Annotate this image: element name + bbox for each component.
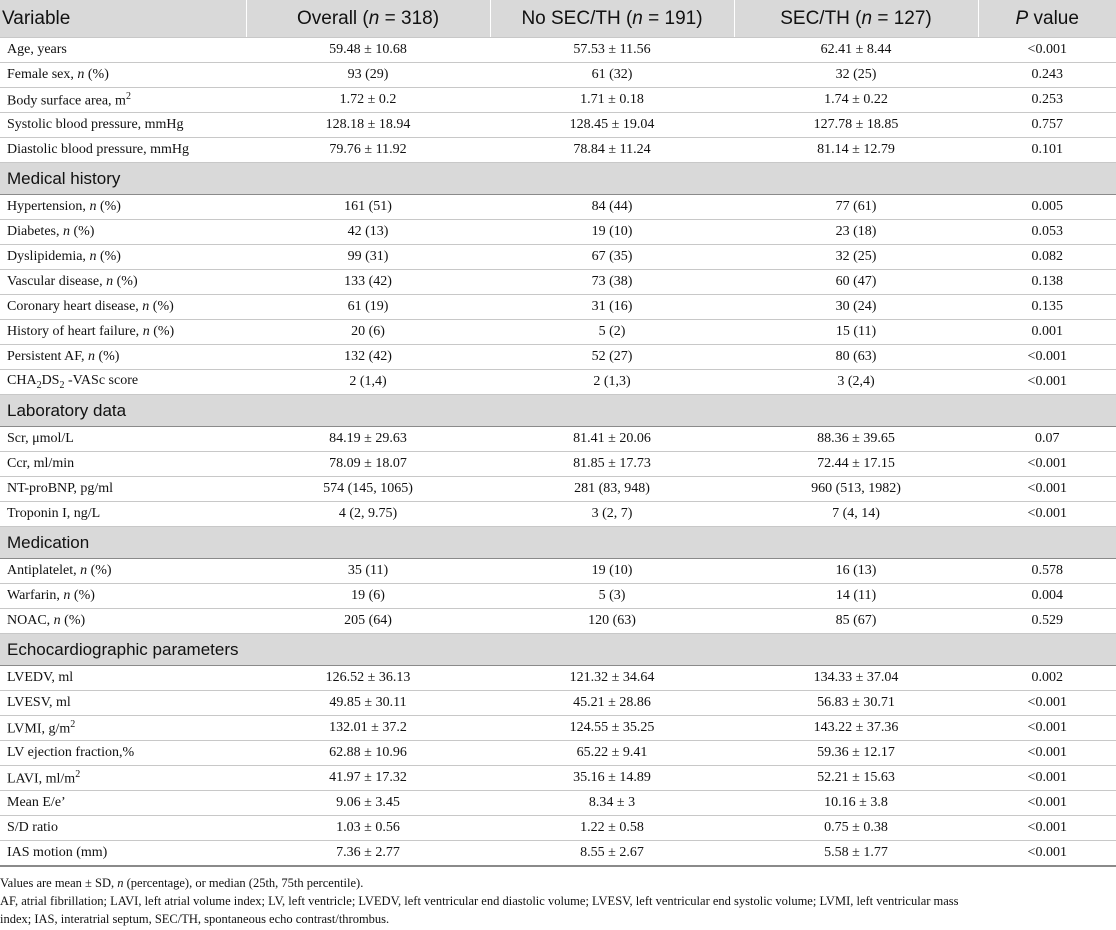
variable-label-part: NT-proBNP, pg/ml	[7, 481, 114, 496]
p-value-cell: 0.529	[978, 609, 1116, 634]
overall-cell: 7.36 ± 2.77	[246, 841, 490, 867]
p-value-cell: <0.001	[978, 691, 1116, 716]
section-row	[0, 163, 1116, 195]
overall-cell: 133 (42)	[246, 270, 490, 295]
overall-cell: 19 (6)	[246, 584, 490, 609]
table-row	[0, 609, 1116, 634]
variable-label-part: Troponin I, ng/L	[7, 506, 101, 521]
no-sec-th-cell: 45.21 ± 28.86	[490, 691, 734, 716]
variable-label-part: n	[89, 249, 97, 264]
variable-label-part: (%)	[87, 563, 112, 578]
no-sec-th-cell: 19 (10)	[490, 220, 734, 245]
sec-th-cell: 23 (18)	[734, 220, 978, 245]
variable-label-part: LVMI, g/m	[7, 721, 71, 737]
variable-cell	[0, 345, 246, 370]
p-value-cell: 0.005	[978, 195, 1116, 220]
overall-cell: 1.03 ± 0.56	[246, 816, 490, 841]
variable-cell	[0, 841, 246, 867]
overall-cell: 59.48 ± 10.68	[246, 38, 490, 63]
sec-th-cell: 5.58 ± 1.77	[734, 841, 978, 867]
overall-cell: 161 (51)	[246, 195, 490, 220]
variable-label-part: History of heart failure,	[7, 324, 143, 339]
variable-label-part: 2	[125, 90, 131, 102]
overall-cell: 126.52 ± 36.13	[246, 666, 490, 691]
no-sec-th-cell: 1.71 ± 0.18	[490, 88, 734, 113]
no-sec-th-cell: 31 (16)	[490, 295, 734, 320]
overall-cell: 20 (6)	[246, 320, 490, 345]
variable-label-part: Dyslipidemia,	[7, 249, 90, 264]
no-sec-th-cell: 84 (44)	[490, 195, 734, 220]
variable-label-part: (%)	[96, 249, 121, 264]
p-value-cell: <0.001	[978, 477, 1116, 502]
no-sec-th-cell: 81.41 ± 20.06	[490, 427, 734, 452]
no-sec-th-cell: 52 (27)	[490, 345, 734, 370]
variable-label-part: (%)	[60, 613, 86, 628]
overall-cell: 128.18 ± 18.94	[246, 113, 490, 138]
table-row	[0, 502, 1116, 527]
variable-label-part: (%)	[70, 588, 95, 603]
p-value-cell: <0.001	[978, 370, 1116, 395]
p-value-cell: 0.138	[978, 270, 1116, 295]
sec-th-cell: 10.16 ± 3.8	[734, 791, 978, 816]
overall-cell: 574 (145, 1065)	[246, 477, 490, 502]
sec-th-cell: 143.22 ± 37.36	[734, 716, 978, 741]
no-sec-th-cell: 5 (2)	[490, 320, 734, 345]
variable-cell	[0, 452, 246, 477]
variable-label-part: LVESV, ml	[7, 695, 71, 710]
variable-label-part: (%)	[69, 224, 95, 239]
variable-label-part: n	[80, 563, 88, 578]
sec-th-cell: 72.44 ± 17.15	[734, 452, 978, 477]
no-sec-th-cell: 5 (3)	[490, 584, 734, 609]
no-sec-th-cell: 61 (32)	[490, 63, 734, 88]
overall-cell: 132 (42)	[246, 345, 490, 370]
header-p-value: P value	[978, 0, 1116, 38]
variable-cell	[0, 370, 246, 395]
sec-th-cell: 77 (61)	[734, 195, 978, 220]
variable-label-part: n	[89, 199, 97, 214]
variable-label-part: 2	[59, 379, 65, 391]
overall-cell: 41.97 ± 17.32	[246, 766, 490, 791]
variable-cell	[0, 195, 246, 220]
table-row	[0, 841, 1116, 867]
table-row	[0, 559, 1116, 584]
footnote-values: Values are mean ± SD, n (percentage), or median (25th, 75th percentile).	[0, 876, 364, 890]
table-row	[0, 345, 1116, 370]
variable-label-part: n	[77, 67, 85, 82]
sec-th-cell: 32 (25)	[734, 63, 978, 88]
variable-label-part: (%)	[113, 274, 138, 289]
p-value-cell: 0.243	[978, 63, 1116, 88]
variable-label-part: Body surface area, m	[7, 93, 126, 109]
overall-cell: 42 (13)	[246, 220, 490, 245]
variable-cell	[0, 559, 246, 584]
variable-label-part: n	[62, 224, 70, 239]
sec-th-cell: 16 (13)	[734, 559, 978, 584]
no-sec-th-cell: 81.85 ± 17.73	[490, 452, 734, 477]
header-variable: Variable	[0, 0, 246, 38]
sec-th-cell: 3 (2,4)	[734, 370, 978, 395]
no-sec-th-cell: 78.84 ± 11.24	[490, 138, 734, 163]
table-row	[0, 138, 1116, 163]
variable-cell	[0, 427, 246, 452]
table-row	[0, 584, 1116, 609]
table-row	[0, 220, 1116, 245]
sec-th-cell: 56.83 ± 30.71	[734, 691, 978, 716]
overall-cell: 93 (29)	[246, 63, 490, 88]
table-row	[0, 452, 1116, 477]
sec-th-cell: 32 (25)	[734, 245, 978, 270]
variable-label-part: Hypertension,	[7, 199, 90, 214]
overall-cell: 84.19 ± 29.63	[246, 427, 490, 452]
p-value-cell: 0.082	[978, 245, 1116, 270]
variable-label-part: Coronary heart disease,	[7, 299, 143, 314]
variable-label-part: n	[106, 274, 114, 289]
variable-cell	[0, 270, 246, 295]
section-title: Medication	[0, 527, 1116, 559]
variable-cell	[0, 295, 246, 320]
variable-cell	[0, 138, 246, 163]
variable-label-part: LV ejection fraction,%	[7, 745, 135, 760]
header-no-sec-th: No SEC/TH (n = 191)	[490, 0, 734, 38]
overall-cell: 2 (1,4)	[246, 370, 490, 395]
variable-label-part: Vascular disease,	[7, 274, 107, 289]
section-row	[0, 395, 1116, 427]
variable-label-part: n	[142, 324, 150, 339]
variable-cell	[0, 220, 246, 245]
sec-th-cell: 60 (47)	[734, 270, 978, 295]
sec-th-cell: 59.36 ± 12.17	[734, 741, 978, 766]
variable-cell	[0, 245, 246, 270]
variable-label-part: n	[53, 613, 61, 628]
p-value-cell: <0.001	[978, 452, 1116, 477]
table-row	[0, 320, 1116, 345]
variable-cell	[0, 666, 246, 691]
table-row	[0, 816, 1116, 841]
variable-cell	[0, 63, 246, 88]
variable-cell	[0, 816, 246, 841]
overall-cell: 205 (64)	[246, 609, 490, 634]
overall-cell: 61 (19)	[246, 295, 490, 320]
variable-cell	[0, 88, 246, 113]
no-sec-th-cell: 65.22 ± 9.41	[490, 741, 734, 766]
overall-cell: 35 (11)	[246, 559, 490, 584]
variable-cell	[0, 766, 246, 791]
overall-cell: 132.01 ± 37.2	[246, 716, 490, 741]
p-value-cell: <0.001	[978, 741, 1116, 766]
table-row	[0, 63, 1116, 88]
p-value-cell: 0.101	[978, 138, 1116, 163]
variable-label-part: Systolic blood pressure, mmHg	[7, 117, 184, 132]
p-value-cell: <0.001	[978, 716, 1116, 741]
overall-cell: 99 (31)	[246, 245, 490, 270]
variable-cell	[0, 791, 246, 816]
table-row	[0, 791, 1116, 816]
variable-label-part: (%)	[149, 324, 175, 339]
no-sec-th-cell: 124.55 ± 35.25	[490, 716, 734, 741]
header-row	[0, 0, 1116, 38]
table-row	[0, 741, 1116, 766]
p-value-cell: 0.002	[978, 666, 1116, 691]
overall-cell: 4 (2, 9.75)	[246, 502, 490, 527]
p-value-cell: 0.07	[978, 427, 1116, 452]
no-sec-th-cell: 121.32 ± 34.64	[490, 666, 734, 691]
table-row	[0, 270, 1116, 295]
p-value-cell: <0.001	[978, 345, 1116, 370]
variable-cell	[0, 320, 246, 345]
table-row	[0, 295, 1116, 320]
variable-label-part: n	[87, 349, 95, 364]
table-row	[0, 691, 1116, 716]
sec-th-cell: 88.36 ± 39.65	[734, 427, 978, 452]
variable-label-part: n	[142, 299, 150, 314]
variable-cell	[0, 716, 246, 741]
variable-label-part: Diabetes,	[7, 224, 63, 239]
variable-cell	[0, 584, 246, 609]
sec-th-cell: 127.78 ± 18.85	[734, 113, 978, 138]
variable-label-part: (%)	[94, 349, 120, 364]
p-value-cell: 0.004	[978, 584, 1116, 609]
sec-th-cell: 15 (11)	[734, 320, 978, 345]
no-sec-th-cell: 2 (1,3)	[490, 370, 734, 395]
table-row	[0, 245, 1116, 270]
overall-cell: 1.72 ± 0.2	[246, 88, 490, 113]
footnote-abbreviations: AF, atrial fibrillation; LAVI, left atrial volume index; LV, left ventricle; LVEDV, left ventricular end diastolic volume; LVESV, left ventricular end systolic volume; LVMI, left ventricular mass	[0, 894, 959, 908]
variable-label-part: Antiplatelet,	[7, 563, 81, 578]
no-sec-th-cell: 1.22 ± 0.58	[490, 816, 734, 841]
sec-th-cell: 14 (11)	[734, 584, 978, 609]
overall-cell: 49.85 ± 30.11	[246, 691, 490, 716]
table-row	[0, 477, 1116, 502]
table-row	[0, 666, 1116, 691]
no-sec-th-cell: 57.53 ± 11.56	[490, 38, 734, 63]
sec-th-cell: 85 (67)	[734, 609, 978, 634]
variable-cell	[0, 38, 246, 63]
section-title: Echocardiographic parameters	[0, 634, 1116, 666]
variable-label-part: NOAC,	[7, 613, 54, 628]
p-value-cell: <0.001	[978, 38, 1116, 63]
p-value-cell: 0.253	[978, 88, 1116, 113]
sec-th-cell: 30 (24)	[734, 295, 978, 320]
no-sec-th-cell: 67 (35)	[490, 245, 734, 270]
variable-cell	[0, 691, 246, 716]
p-value-cell: <0.001	[978, 766, 1116, 791]
table-row	[0, 38, 1116, 63]
no-sec-th-cell: 19 (10)	[490, 559, 734, 584]
variable-label-part: LAVI, ml/m	[7, 771, 76, 787]
variable-label-part: 2	[70, 718, 76, 730]
no-sec-th-cell: 8.34 ± 3	[490, 791, 734, 816]
variable-label-part: (%)	[149, 299, 174, 314]
variable-label-part: LVEDV, ml	[7, 670, 74, 685]
sec-th-cell: 80 (63)	[734, 345, 978, 370]
section-title: Medical history	[0, 163, 1116, 195]
no-sec-th-cell: 128.45 ± 19.04	[490, 113, 734, 138]
variable-label-part: CHA	[7, 373, 37, 389]
table-row	[0, 427, 1116, 452]
p-value-cell: 0.135	[978, 295, 1116, 320]
variable-label-part: Age, years	[7, 42, 67, 57]
no-sec-th-cell: 73 (38)	[490, 270, 734, 295]
sec-th-cell: 134.33 ± 37.04	[734, 666, 978, 691]
sec-th-cell: 1.74 ± 0.22	[734, 88, 978, 113]
section-row	[0, 634, 1116, 666]
variable-label-part: S/D ratio	[7, 820, 58, 835]
table-row	[0, 716, 1116, 741]
variable-label-part: 2	[75, 768, 81, 780]
p-value-cell: <0.001	[978, 841, 1116, 867]
variable-cell	[0, 741, 246, 766]
variable-label-part: Warfarin,	[7, 588, 64, 603]
p-value-cell: 0.001	[978, 320, 1116, 345]
variable-label-part: Mean E/e’	[7, 795, 66, 810]
sec-th-cell: 960 (513, 1982)	[734, 477, 978, 502]
variable-cell	[0, 477, 246, 502]
p-value-cell: 0.757	[978, 113, 1116, 138]
table-row	[0, 113, 1116, 138]
table-row	[0, 195, 1116, 220]
overall-cell: 9.06 ± 3.45	[246, 791, 490, 816]
overall-cell: 79.76 ± 11.92	[246, 138, 490, 163]
table-body	[0, 38, 1116, 867]
overall-cell: 78.09 ± 18.07	[246, 452, 490, 477]
variable-label-part: Ccr, ml/min	[7, 456, 75, 471]
variable-label-part: (%)	[84, 67, 109, 82]
p-value-cell: <0.001	[978, 791, 1116, 816]
footnote-abbreviations-cont: index; IAS, interatrial septum, SEC/TH, spontaneous echo contrast/thrombus.	[0, 912, 390, 926]
variable-cell	[0, 609, 246, 634]
sec-th-cell: 7 (4, 14)	[734, 502, 978, 527]
variable-label-part: Persistent AF,	[7, 349, 88, 364]
variable-label-part: Diastolic blood pressure, mmHg	[7, 142, 189, 157]
variable-label-part: n	[63, 588, 71, 603]
variable-label-part: (%)	[96, 199, 121, 214]
sec-th-cell: 81.14 ± 12.79	[734, 138, 978, 163]
p-value-cell: 0.053	[978, 220, 1116, 245]
variable-label-part: DS	[41, 373, 60, 389]
no-sec-th-cell: 8.55 ± 2.67	[490, 841, 734, 867]
header-overall: Overall (n = 318)	[246, 0, 490, 38]
p-value-cell: <0.001	[978, 816, 1116, 841]
table-row	[0, 370, 1116, 395]
sec-th-cell: 0.75 ± 0.38	[734, 816, 978, 841]
p-value-cell: 0.578	[978, 559, 1116, 584]
sec-th-cell: 52.21 ± 15.63	[734, 766, 978, 791]
variable-label-part: -VASc score	[64, 373, 139, 389]
header-sec-th: SEC/TH (n = 127)	[734, 0, 978, 38]
variable-cell	[0, 113, 246, 138]
table-row	[0, 88, 1116, 113]
no-sec-th-cell: 35.16 ± 14.89	[490, 766, 734, 791]
section-title: Laboratory data	[0, 395, 1116, 427]
variable-cell	[0, 502, 246, 527]
table-row	[0, 766, 1116, 791]
footnotes	[0, 874, 1116, 928]
variable-label-part: Female sex,	[7, 67, 78, 82]
sec-th-cell: 62.41 ± 8.44	[734, 38, 978, 63]
section-row	[0, 527, 1116, 559]
no-sec-th-cell: 281 (83, 948)	[490, 477, 734, 502]
variable-label-part: Scr, μmol/L	[7, 431, 74, 446]
p-value-cell: <0.001	[978, 502, 1116, 527]
variable-label-part: IAS motion (mm)	[7, 845, 108, 860]
no-sec-th-cell: 3 (2, 7)	[490, 502, 734, 527]
no-sec-th-cell: 120 (63)	[490, 609, 734, 634]
variable-label-part: 2	[36, 379, 42, 391]
overall-cell: 62.88 ± 10.96	[246, 741, 490, 766]
